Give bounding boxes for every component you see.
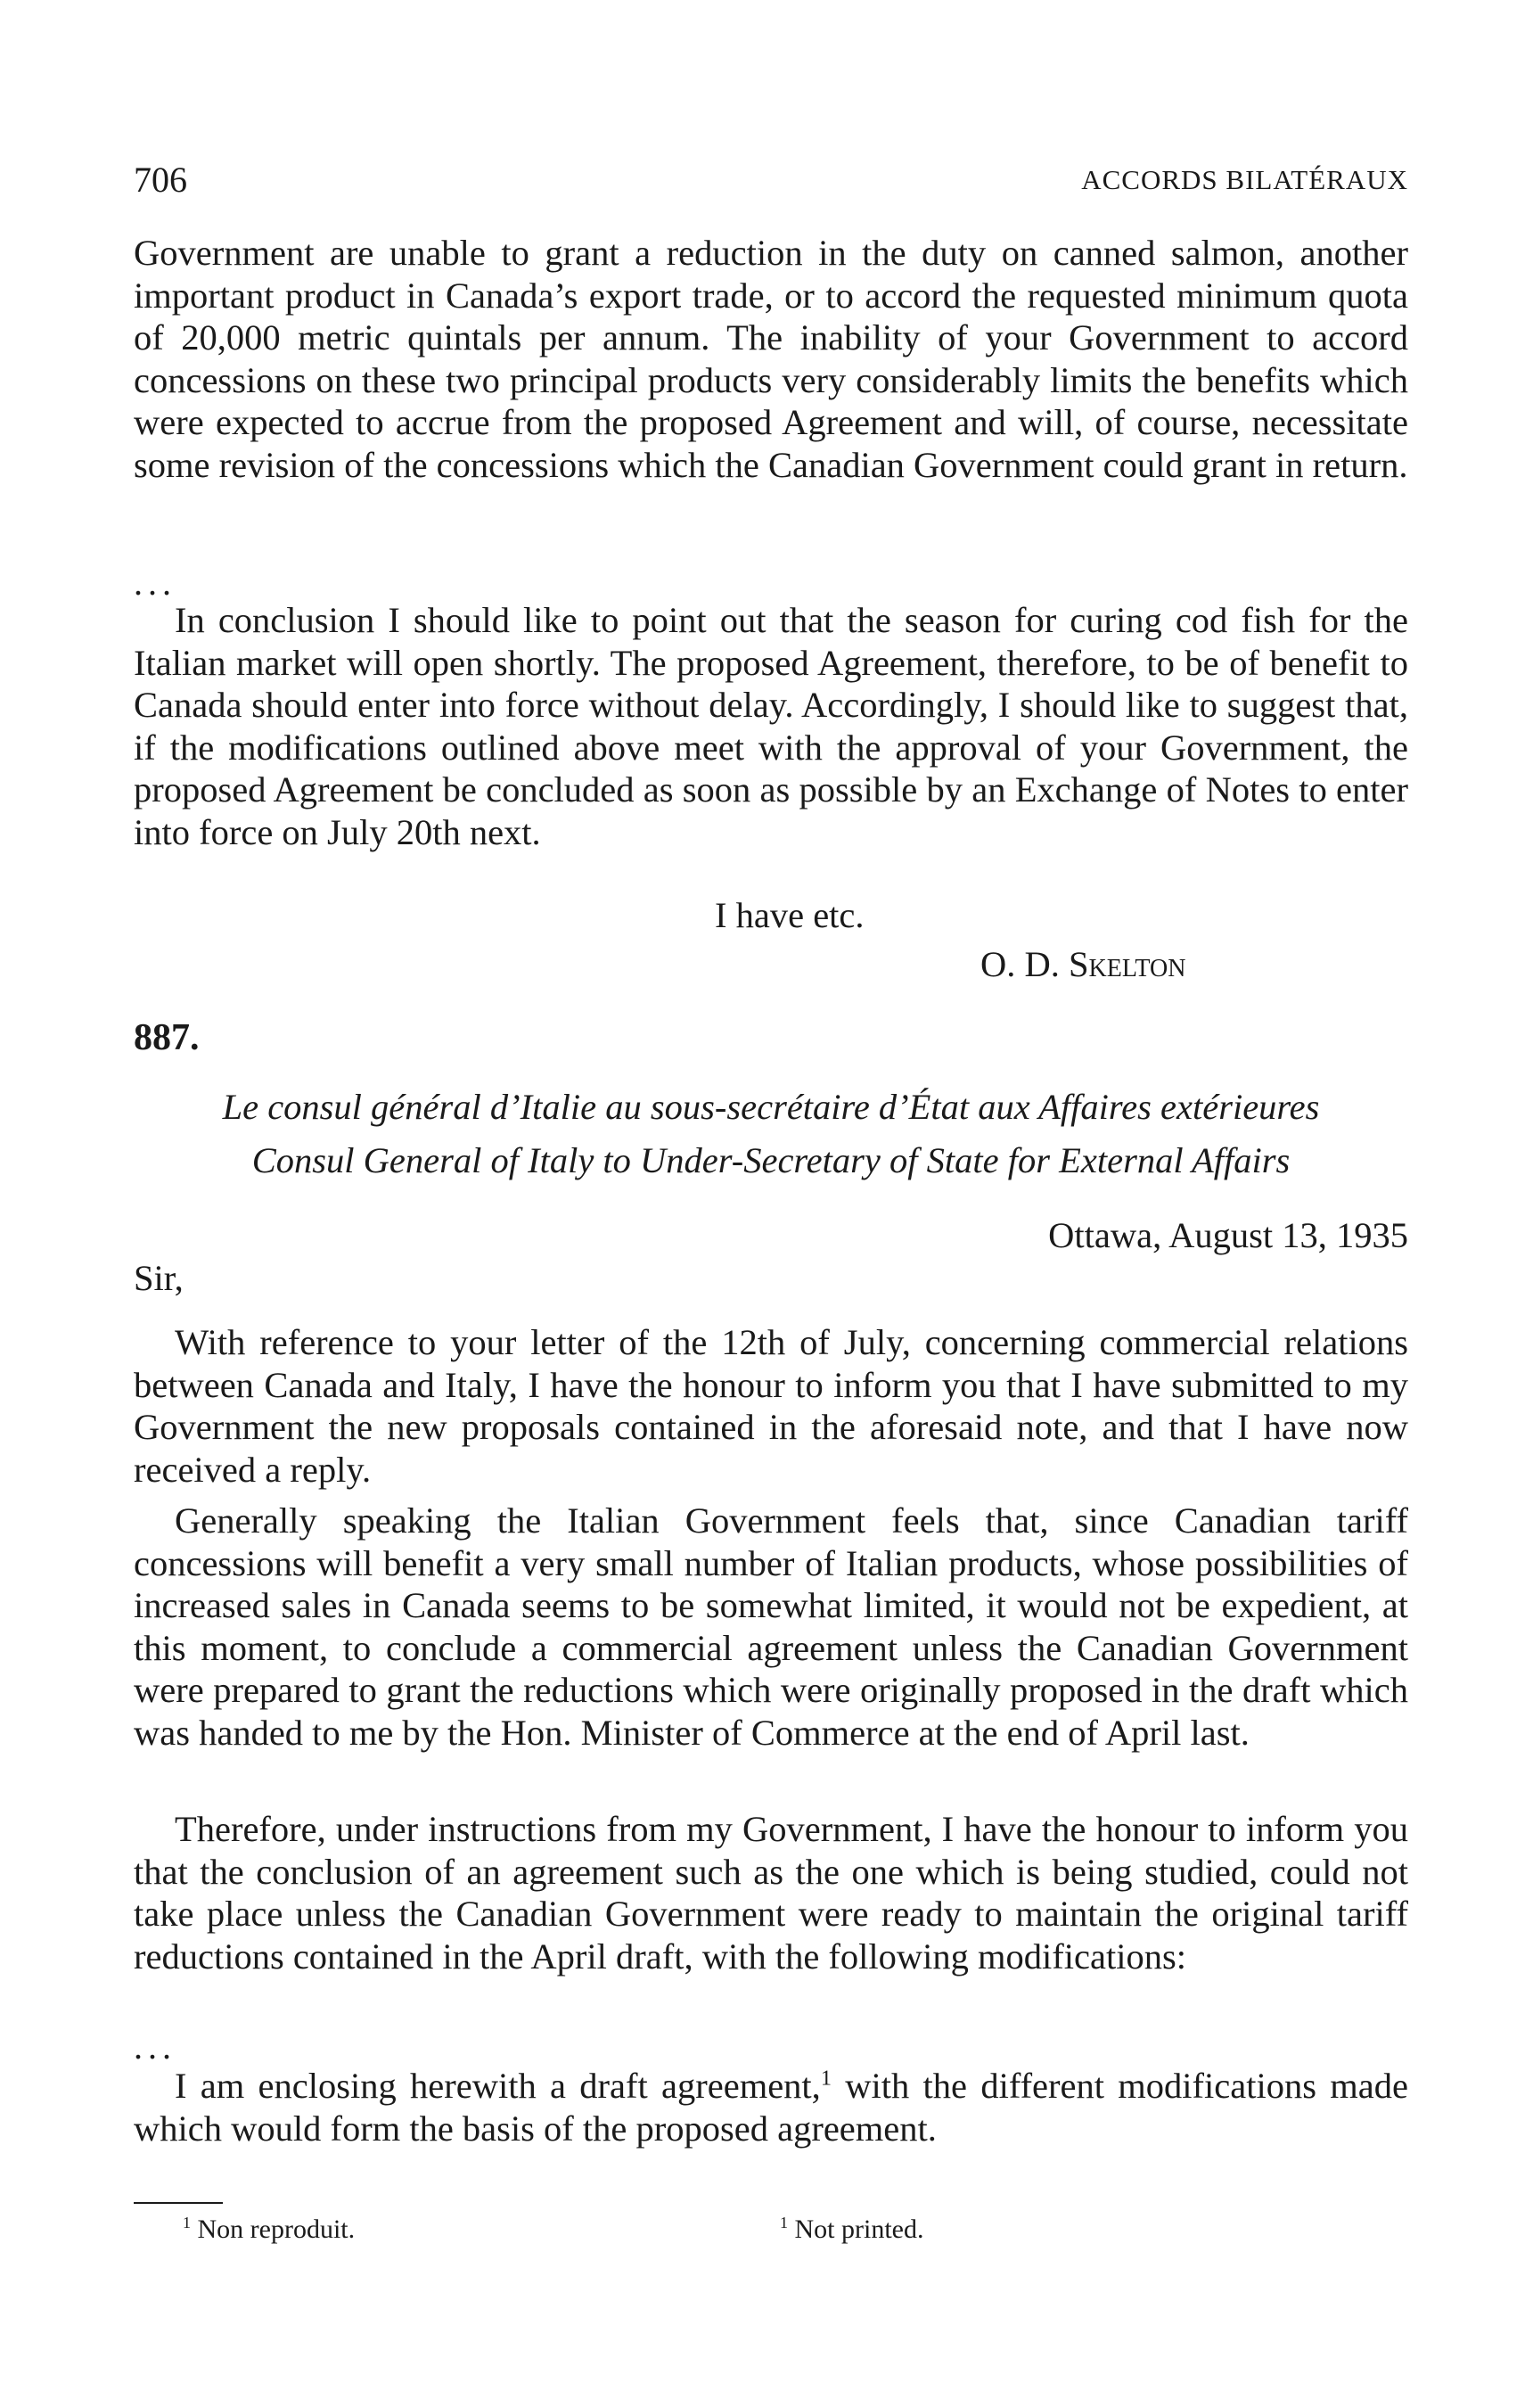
ellipsis-1: ... xyxy=(134,563,176,603)
document-number: 887. xyxy=(134,1017,200,1058)
ellipsis-2: ... xyxy=(134,2026,176,2067)
salutation: Sir, xyxy=(134,1258,184,1298)
footnote-french-text: Non reproduit. xyxy=(191,2215,356,2244)
footnote-french-mark: 1 xyxy=(183,2214,191,2231)
footnote-french xyxy=(183,2215,355,2245)
heading-english: Consul General of Italy to Under-Secretary of State for External Affairs xyxy=(251,1140,1291,1180)
footnote-reference: 1 xyxy=(820,2066,832,2091)
letter-paragraph-4 xyxy=(134,2065,1408,2149)
place-date: Ottawa, August 13, 1935 xyxy=(1048,1215,1408,1255)
paragraph-4-start: I am enclosing herewith a draft agreement, xyxy=(175,2066,821,2106)
previous-letter-paragraph-1: Government are unable to grant a reduction in the duty on canned salmon, another important product in Canada’s export trade, or to accord the requested minimum quota of 20,000 metric quintals per annum. The inability of your Government to accord concessions on these two principal products very considerably limits the benefits which were expected to accrue from the proposed Agreement and will, of course, necessitate some revision of the concessions which the Canadian Government could grant in return. xyxy=(134,233,1408,485)
footnote-english-mark: 1 xyxy=(780,2214,788,2231)
running-title: ACCORDS BILATÉRAUX xyxy=(1081,164,1408,195)
heading-french: Le consul général d’Italie au sous-secrétaire d’État aux Affaires extérieures xyxy=(222,1087,1320,1127)
signature: O. D. Skelton xyxy=(980,944,1186,984)
letter-paragraph-1: With reference to your letter of the 12th of July, concerning commercial relations between Canada and Italy, I have the honour to inform you that I have submitted to my Government the new proposals contained in the aforesaid note, and that I have now received a reply. xyxy=(134,1322,1408,1490)
footnote-rule xyxy=(134,2202,223,2204)
closing-formula: I have etc. xyxy=(715,895,865,935)
previous-letter-paragraph-2: In conclusion I should like to point out that the season for curing cod fish for the Italian market will open shortly. The proposed Agreement, therefore, to be of benefit to Canada should enter into force without delay. Accordingly, I should like to suggest that, if the modifications outlined above meet with the approval of your Government, the proposed Agreement be concluded as soon as possible by an Exchange of Notes to enter into force on July 20th next. xyxy=(134,600,1408,852)
footnote-english-text: Not printed. xyxy=(788,2215,924,2244)
paragraph-4-end: with the different modifications made which would form the basis of the proposed agreement. xyxy=(134,2066,1408,2149)
letter-paragraph-2: Generally speaking the Italian Government feels that, since Canadian tariff concessions will benefit a very small number of Italian products, whose possibilities of increased sales in Canada seems to be somewhat limited, it would not be expedient, at this moment, to conclude a commercial agreement unless the Canadian Government were prepared to grant the reductions which were originally proposed in the draft which was handed to me by the Hon. Minister of Commerce at the end of April last. xyxy=(134,1500,1408,1753)
page-number: 706 xyxy=(134,160,187,200)
footnote-english xyxy=(780,2215,923,2245)
letter-paragraph-3: Therefore, under instructions from my Government, I have the honour to inform you that the conclusion of an agreement such as the one which is being studied, could not take place unless the Canadian Government were ready to maintain the original tariff reductions contained in the April draft, with the following modifications: xyxy=(134,1809,1408,1977)
